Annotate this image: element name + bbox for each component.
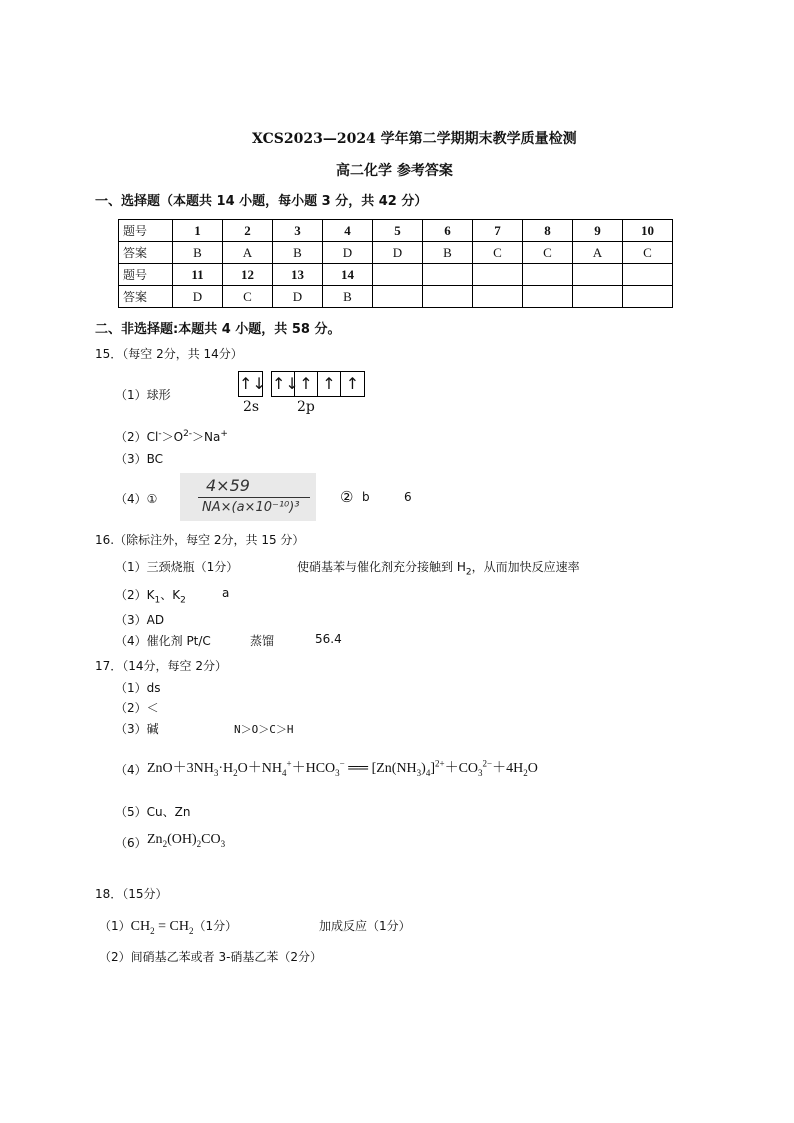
q15-answer-4b-label: ② <box>340 488 354 506</box>
orbital-label-2p: 2p <box>297 399 315 415</box>
q18-answer-1 <box>99 917 237 936</box>
orbital-box-up-icon: ↑ <box>318 372 341 396</box>
empty-cell <box>373 264 423 286</box>
orbital-2p <box>271 371 365 397</box>
q15-answer-4b-2: 6 <box>404 490 412 504</box>
empty-cell <box>423 286 473 308</box>
q16-answer-2b: a <box>222 586 230 600</box>
q15-answer-3: （3）BC <box>115 452 164 466</box>
formula-numerator: 4×59 <box>206 476 250 495</box>
q18-heading: 18．（15分） <box>95 887 168 901</box>
question-number: 10 <box>623 220 673 242</box>
empty-cell <box>623 286 673 308</box>
question-number: 3 <box>273 220 323 242</box>
answer-cell: B <box>273 242 323 264</box>
answer-cell: B <box>323 286 373 308</box>
empty-cell <box>523 286 573 308</box>
question-number: 6 <box>423 220 473 242</box>
q17-answer-6-label: （6） <box>115 836 147 850</box>
score-note: （1分） <box>193 919 238 933</box>
table-row <box>119 286 673 308</box>
answer-label: （2） <box>115 588 147 602</box>
doc-title: XCS2023—2024 学年第二学期期末教学质量检测 <box>252 131 577 147</box>
answer-cell: C <box>473 242 523 264</box>
q17-answer-1: （1）ds <box>115 681 161 695</box>
answer-table <box>118 219 673 308</box>
empty-cell <box>423 264 473 286</box>
q16-answer-1: （1）三颈烧瓶（1分） <box>115 560 239 574</box>
answer-cell: C <box>523 242 573 264</box>
table-row <box>119 242 673 264</box>
reason-text: 使硝基苯与催化剂充分接触到 H <box>297 560 466 574</box>
question-number: 12 <box>223 264 273 286</box>
table-row <box>119 220 673 242</box>
answer-label: （1） <box>99 919 131 933</box>
answer-cell: B <box>423 242 473 264</box>
q17-answer-3: （3）碱 <box>115 722 159 736</box>
row-label: 答案 <box>119 242 173 264</box>
orbital-box-paired-icon: ↑↓ <box>272 372 295 396</box>
q15-answer-2 <box>115 428 228 445</box>
q16-answer-4: （4）催化剂 Pt/C <box>115 634 211 648</box>
q17-answer-3b: N＞O＞C＞H <box>234 723 294 736</box>
q17-answer-6-formula: $Zn_2(OH)_2CO_3$ <box>147 832 226 849</box>
question-number: 13 <box>273 264 323 286</box>
row-label: 题号 <box>119 264 173 286</box>
q15-answer-1: （1）球形 <box>115 388 171 402</box>
q17-answer-2: （2）＜ <box>115 701 159 715</box>
q16-answer-1-reason: 使硝基苯与催化剂充分接触到 $H_2$，从而加快反应速率 <box>297 560 580 578</box>
q17-answer-4-label: （4） <box>115 763 147 777</box>
answer-cell: B <box>173 242 223 264</box>
question-number: 7 <box>473 220 523 242</box>
empty-cell <box>473 286 523 308</box>
answer-cell: D <box>273 286 323 308</box>
ethylene-formula: $CH_2 = CH_2$ <box>130 919 194 936</box>
question-number: 11 <box>173 264 223 286</box>
q16-answer-3: （3）AD <box>115 613 165 627</box>
answer-cell: D <box>173 286 223 308</box>
q17-answer-5: （5）Cu、Zn <box>115 805 191 819</box>
answer-cell: C <box>623 242 673 264</box>
question-number: 14 <box>323 264 373 286</box>
orbital-box-up-icon: ↑ <box>345 374 360 393</box>
empty-cell <box>573 286 623 308</box>
section-1-heading: 一、选择题（本题共 14 小题，每小题 3 分，共 42 分） <box>95 194 428 209</box>
orbital-2s <box>238 371 266 397</box>
q16-heading: 16.（除标注外，每空 2分，共 15 分） <box>95 533 305 547</box>
doc-subtitle: 高二化学 参考答案 <box>336 163 453 179</box>
q15-answer-4b-1: b <box>362 490 370 504</box>
q17-equation: $ZnO+3NH_3\cdot H_2O+NH_4^++HCO_3^-$ ══ $[Zn(NH_3)_4]^{2+}+CO_3^{2-}+4H_2O$ <box>147 758 538 778</box>
question-number: 8 <box>523 220 573 242</box>
question-number: 9 <box>573 220 623 242</box>
q16-answer-2: $(2)K_1$、$K_2$ <box>115 588 186 606</box>
answer-cell: D <box>323 242 373 264</box>
fraction-bar <box>198 497 310 498</box>
question-number: 1 <box>173 220 223 242</box>
q17-heading: 17．（14分，每空 2分） <box>95 659 227 673</box>
empty-cell <box>373 286 423 308</box>
empty-cell <box>623 264 673 286</box>
row-label: 题号 <box>119 220 173 242</box>
question-number: 4 <box>323 220 373 242</box>
answer-cell: A <box>573 242 623 264</box>
orbital-label-2s: 2s <box>243 399 260 415</box>
row-label: 答案 <box>119 286 173 308</box>
orbital-box-paired-icon: ↑↓ <box>239 374 266 393</box>
handwritten-density-formula <box>180 473 316 521</box>
reason-text-2: ，从而加快反应速率 <box>471 560 580 574</box>
answer-cell: C <box>223 286 273 308</box>
question-number: 2 <box>223 220 273 242</box>
table-row <box>119 264 673 286</box>
answer-label: （2） <box>115 430 147 444</box>
ion-radius-order: $Cl^->O^{2-}>Na^+$ <box>146 429 228 444</box>
answer-cell: D <box>373 242 423 264</box>
q18-answer-2: （2）间硝基乙苯或者 3-硝基乙苯（2分） <box>99 950 323 964</box>
empty-cell <box>573 264 623 286</box>
formula-denominator: NA×(a×10⁻¹⁰)³ <box>202 500 300 515</box>
orbital-box-up-icon: ↑ <box>295 372 318 396</box>
q16-answer-4c: 56.4 <box>315 632 342 646</box>
q15-answer-4: （4）① <box>115 492 158 506</box>
q18-answer-1b: 加成反应（1分） <box>319 919 411 933</box>
q16-answer-4b: 蒸馏 <box>250 634 275 648</box>
empty-cell <box>523 264 573 286</box>
answer-cell: A <box>223 242 273 264</box>
q15-heading: 15．（每空 2分，共 14分） <box>95 347 243 361</box>
question-number: 5 <box>373 220 423 242</box>
empty-cell <box>473 264 523 286</box>
section-2-heading: 二、非选择题:本题共 4 小题，共 58 分。 <box>95 322 341 337</box>
